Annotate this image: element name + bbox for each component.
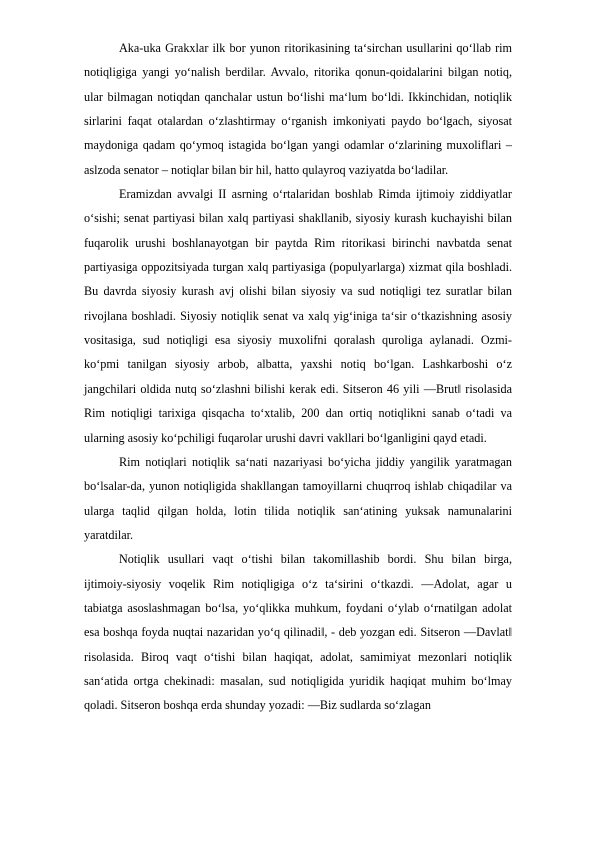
paragraph-2: Eramizdan avvalgi II asrning o‘rtalaridan boshlab Rimda ijtimoiy ziddiyatlar o‘sishi; senat partiyasi bilan xalq partiyasi shakllanib, siyosiy kurash kuchayishi bilan fuqarolik urushi boshlanayotgan bir paytda Rim ritorikasi birinchi navbatda senat partiyasiga oppozitsiyada turgan xalq partiyasiga (populyarlarga) xizmat qila boshladi. Bu davrda siyosiy kurash avj olishi bilan siyosiy va sud notiqligi tez suratlar bilan rivojlana boshladi. Siyosiy notiqlik senat va xalq yig‘iniga ta‘sir o‘tkazishning asosiy vositasiga, sud notiqligi esa siyosiy muxolifni qoralash quroliga aylanadi. Ozmi-ko‘pmi tanilgan siyosiy arbob, albatta, yaxshi notiq bo‘lgan. Lashkarboshi o‘z jangchilari oldida nutq so‘zlashni bilishi kerak edi. Sitseron 46 yili ―Brut‖ risolasida Rim notiqligi tarixiga qisqacha to‘xtalib, 200 dan ortiq notiqlikni sanab o‘tadi va ularning asosiy ko‘pchiligi fuqarolar urushi davri vakllari bo‘lganligini qayd etadi. — [84, 187, 512, 445]
paragraph-1: Aka-uka Grakxlar ilk bor yunon ritorikasining ta‘sirchan usullarini qo‘llab rim notiqligiga yangi yo‘nalish berdilar. Avvalo, ritorika qonun-qoidalarini bilgan notiq, ular bilmagan notiqdan qanchalar ustun bo‘lishi ma‘lum bo‘ldi. Ikkinchidan, notiqlik sirlarini faqat otalardan o‘zlashtirmay o‘rganish imkoniyati paydo bo‘lgach, siyosat maydoniga qadam qo‘ymoq istagida bo‘lgan yangi odamlar o‘zlarining muxoliflari – aslzoda senator – notiqlar bilan bir hil, hatto qulayroq vaziyatda bo‘ladilar. — [84, 41, 512, 177]
paragraph-3: Rim notiqlari notiqlik sa‘nati nazariyasi bo‘yicha jiddiy yangilik yaratmagan bo‘lsalar-da, yunon notiqligida shakllangan tamoyillarni chuqrroq ishlab chiqadilar va ularga taqlid qilgan holda, lotin tilida notiqlik san‘atining yuksak namunalarini yaratdilar. — [84, 454, 512, 542]
document-page — [84, 36, 512, 718]
paragraph-4: Notiqlik usullari vaqt o‘tishi bilan takomillashib bordi. Shu bilan birga, ijtimoiy-siyosiy voqelik Rim notiqligiga o‘z ta‘sirini o‘tkazdi. ―Adolat, agar u tabiatga asoslashmagan bo‘lsa, yo‘qlikka muhkum, foydani o‘ylab o‘rnatilgan adolat esa boshqa foyda nuqtai nazaridan yo‘q qilinadi‖, - deb yozgan edi. Sitseron ―Davlat‖ risolasida. Biroq vaqt o‘tishi bilan haqiqat, adolat, samimiyat mezonlari notiqlik san‘atida ortga chekinadi: masalan, sud notiqligida yuridik haqiqat muhim bo‘lmay qoladi. Sitseron boshqa erda shunday yozadi: ―Biz sudlarda so‘zlagan — [84, 552, 512, 713]
